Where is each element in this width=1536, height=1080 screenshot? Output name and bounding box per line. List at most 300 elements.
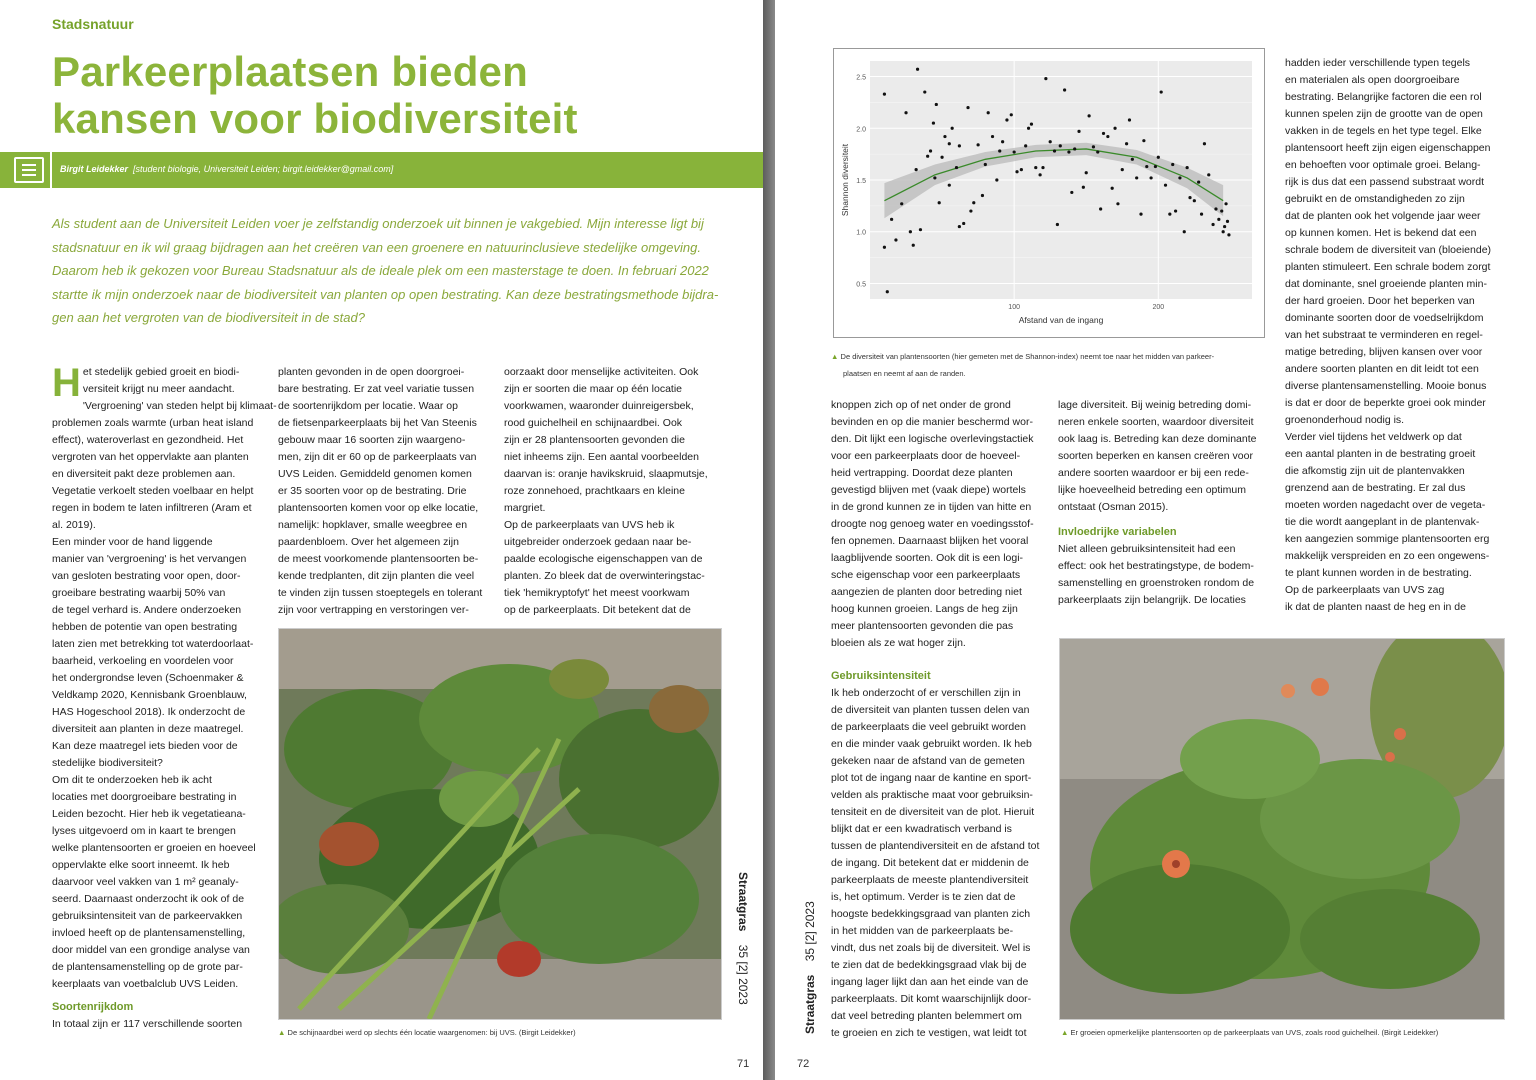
caption-text: plaatsen en neemt af aan de randen. [843, 369, 966, 378]
paragraph-line: dominante soorten door de voedselrijkdom [1285, 312, 1484, 324]
x-axis-label: Afstand van de ingang [1018, 315, 1104, 325]
paragraph-line: parkeerplaats zijn belangrijk. De locaties [1058, 594, 1246, 606]
data-point [1077, 130, 1080, 133]
data-point [883, 246, 886, 249]
paragraph-line: neren enkele soorten, waardoor diversiteit [1058, 416, 1254, 428]
paragraph-line: tie die wordt aangeplant in de plantenvak- [1285, 516, 1480, 528]
paragraph-line: Niet alleen gebruiksintensiteit had een [1058, 543, 1236, 555]
photo-strawberry-plants [278, 628, 722, 1020]
data-point [1139, 213, 1142, 216]
paragraph-line: tensiteit en de diversiteit van de plot. Hieruit [831, 806, 1035, 818]
paragraph-line: op kunnen komen. Het is bekend dat een [1285, 227, 1477, 239]
magazine-name: Straatgras [803, 974, 817, 1034]
data-point [1070, 191, 1073, 194]
data-point [1207, 173, 1210, 176]
paragraph-line: ik dat de planten naast de heg en in de [1285, 601, 1466, 613]
paragraph-line: effect), wateroverlast en gezondheid. Het [52, 434, 244, 446]
paragraph-line: kende tredplanten, dit zijn planten die veel [278, 570, 475, 582]
chart-svg [834, 49, 1264, 337]
paragraph-line: is, het optimum. Verder is te zien dat de [831, 891, 1016, 903]
issue-info: 35 [2] 2023 [803, 901, 817, 962]
paragraph-line: gekeken naar de afstand van de gemeten [831, 755, 1025, 767]
paragraph-line: in het midden van de parkeerplaats be- [831, 925, 1014, 937]
data-point [1160, 90, 1163, 93]
paragraph-line: zijn er soorten die maar op één locatie [504, 383, 683, 395]
data-point [1034, 166, 1037, 169]
data-point [886, 290, 889, 293]
paragraph-line: ken aangezien sommige plantensoorten erg [1285, 533, 1490, 545]
intro-line: gen aan het vergroten van de biodiversiteit in de stad? [52, 310, 365, 325]
paragraph-line: effect: ook het bestratingstype, de bodem- [1058, 560, 1254, 572]
paragraph-line: regen in bodem te laten infiltreren (Aram et [52, 502, 252, 514]
data-point [1183, 230, 1186, 233]
paragraph-line: bevinden en op die manier beschermd wor- [831, 416, 1033, 428]
paragraph-line: gebruiksintensiteit van de parkeervakken [52, 910, 243, 922]
data-point [909, 230, 912, 233]
paragraph-line: de plantensamenstelling op de grote par- [52, 961, 243, 973]
paragraph-line: rijk is dus dat een passend substraat wordt [1285, 176, 1485, 188]
paragraph-line: et stedelijk gebied groeit en biodi- [82, 366, 240, 378]
paragraph-line: vakken in de tegels en het type tegel. Elke [1285, 125, 1482, 137]
paragraph-line: paalde ecologische eigenschappen van de [504, 553, 703, 565]
caption-triangle-icon: ▲ [1061, 1028, 1069, 1037]
data-point [1164, 184, 1167, 187]
data-point [1149, 176, 1152, 179]
y-tick-label: 1.5 [856, 178, 866, 185]
data-point [915, 168, 918, 171]
page-number: 72 [797, 1058, 810, 1070]
data-point [1027, 127, 1030, 130]
paragraph-line: matige betreding, blijven kansen over voor [1285, 346, 1483, 358]
data-point [1111, 187, 1114, 190]
data-point [1224, 202, 1227, 205]
paragraph-line: plot tot de ingang naar de kantine en sport- [831, 772, 1032, 784]
data-point [951, 127, 954, 130]
paragraph-line: diversiteit aan planten in deze maatregel. [52, 723, 244, 735]
paragraph-line: den. Dit lijkt een logische overlevingstactiek [831, 433, 1034, 445]
data-point [1168, 213, 1171, 216]
paragraph-line: samenstelling en groenstroken rondom de [1058, 577, 1255, 589]
data-point [958, 225, 961, 228]
paragraph-line: Veldkamp 2020, Kennisbank Groenblauw, [52, 689, 247, 701]
paragraph-line: Leiden bezocht. Hier heb ik vegetatieana- [52, 808, 246, 820]
paragraph-line: margriet. [504, 502, 546, 514]
paragraph-line: van het substraat te verminderen en regel- [1285, 329, 1483, 341]
data-point [1063, 88, 1066, 91]
data-point [1131, 158, 1134, 161]
intro-line: Als student aan de Universiteit Leiden voer je zelfstandig onderzoek uit binnen je vakgebied. Mijn interesse ligt bij [52, 216, 704, 231]
paragraph-line: de tegel verhard is. Andere onderzoeken [52, 604, 242, 616]
paragraph-line: heid vertrapping. Doordat deze planten [831, 467, 1013, 479]
data-point [981, 194, 984, 197]
column-body [1058, 397, 1273, 516]
paragraph-line: schrale bodem de diversiteit van (bloeiende) [1285, 244, 1492, 256]
paragraph-line: Kan deze maatregel iets bieden voor de [52, 740, 238, 752]
paragraph-line: bestrating. Belangrijke factoren die een rol [1285, 91, 1482, 103]
drop-cap: H [52, 361, 81, 405]
paragraph-line: zijn voor vertrapping en verstoringen ver- [278, 604, 469, 616]
paragraph-line: makkelijk verspreiden en zo een ongewens- [1285, 550, 1490, 562]
data-point [1015, 170, 1018, 173]
y-tick-label: 1.0 [856, 229, 866, 237]
intro-line: Daarom heb ik gekozen voor Bureau Stadsnatuur als de ideale plek om een masterstage te doen. In februari 2022 [52, 263, 709, 278]
y-axis-label: Shannon diversiteit [840, 143, 850, 217]
subheading-gebruiksintensiteit: Gebruiksintensiteit [831, 670, 931, 682]
data-point [1053, 149, 1056, 152]
data-point [900, 202, 903, 205]
data-point [972, 201, 975, 204]
paragraph-line: parkeerplaats de meeste plantendiversiteit [831, 874, 1029, 886]
data-point [998, 149, 1001, 152]
subheading-invloedrijke-variabelen: Invloedrijke variabelen [1058, 526, 1177, 538]
data-point [1099, 207, 1102, 210]
data-point [1113, 127, 1116, 130]
data-point [883, 93, 886, 96]
paragraph-line: de ingang. Dit betekent dat er middenin de [831, 857, 1029, 869]
data-point [1171, 163, 1174, 166]
running-footer-right [803, 901, 817, 1034]
column-body [831, 397, 1046, 652]
column-body [1058, 541, 1273, 609]
paragraph-line: der hard groeien. Door het beperken van [1285, 295, 1475, 307]
data-point [1067, 150, 1070, 153]
title-line: kansen voor biodiversiteit [52, 95, 578, 142]
data-point [938, 201, 941, 204]
author-bar [0, 152, 763, 188]
paragraph-line: door middel van een grondige analyse van [52, 944, 250, 956]
data-point [916, 68, 919, 71]
paragraph-line: parkeerplaats. Dit komt waarschijnlijk door- [831, 993, 1032, 1005]
paragraph-line: gebouw maar 16 soorten zijn waargeno- [278, 434, 466, 446]
title-line: Parkeerplaatsen bieden [52, 48, 528, 95]
paragraph-line: locaties met doorgroeibare bestrating in [52, 791, 237, 803]
paragraph-line: 'Vergroening' van steden helpt bij klimaat- [82, 400, 277, 412]
paragraph-line: seerd. Daarnaast onderzocht ik ook of de [52, 893, 245, 905]
photo-caption-right [1061, 1027, 1438, 1038]
data-point [904, 111, 907, 114]
paragraph-line: plantensoort heeft zijn eigen eigenschappen [1285, 142, 1491, 154]
paragraph-line: daarvoor veel vakken van 1 m² geanaly- [52, 876, 239, 888]
paragraph-line: Ik heb onderzocht of er verschillen zijn in [831, 687, 1021, 699]
paragraph-line: niet inheems zijn. Een aantal voorbeelden [504, 451, 699, 463]
paragraph-line: rood guichelheil en schijnaardbei. Ook [504, 417, 683, 429]
author-affiliation: [student biologie, Universiteit Leiden; birgit.leidekker@gmail.com] [133, 164, 394, 174]
paragraph-line: Vegetatie verkoelt steden voelbaar en helpt [52, 485, 254, 497]
data-point [1085, 171, 1088, 174]
paragraph-line: de meest voorkomende plantensoorten be- [278, 553, 479, 565]
paragraph-line: en materialen als open doorgroeibare [1285, 74, 1460, 86]
data-point [1092, 145, 1095, 148]
paragraph-line: oppervlakte elke soort inneemt. Ik heb [52, 859, 230, 871]
subheading-soortenrijkdom: Soortenrijkdom [52, 1001, 134, 1013]
text-column-1 [52, 361, 277, 1033]
shannon-chart [833, 48, 1265, 338]
data-point [984, 163, 987, 166]
plant-photo-illustration [279, 629, 721, 1019]
data-point [966, 106, 969, 109]
paragraph-line: knoppen zich op of net onder de grond [831, 399, 1011, 411]
paragraph-line: daarvan is: oranje havikskruid, slaapmutsje, [504, 468, 708, 480]
data-point [948, 184, 951, 187]
data-point [1044, 77, 1047, 80]
x-tick-label: 100 [1008, 304, 1020, 311]
intro-line: startte ik mijn onderzoek naar de biodiversiteit van planten op open bestrating. Kan deze bestratingsmethode bijdra- [52, 286, 719, 302]
paragraph-line: meer plantensoorten gevonden die pas [831, 620, 1014, 632]
paragraph-line: lyses uitgevoerd om in kaart te brengen [52, 825, 236, 837]
paragraph-line: planten. Zo bleek dat de overwinteringstac- [504, 570, 705, 582]
caption-text: De schijnaardbei werd op slechts één locatie waargenomen: bij UVS. (Birgit Leidekker) [287, 1028, 576, 1037]
paragraph-line: roze zonnehoed, prachtkaars en kleine [504, 485, 685, 497]
paragraph-line: laten zien met betrekking tot waterdoorlaat- [52, 638, 254, 650]
paragraph-line: al. 2019). [52, 519, 96, 531]
paragraph-line: in de grond kunnen ze in tijden van hitte en [831, 501, 1032, 513]
paragraph-line: hoogste bedekkingsgraad van planten zich [831, 908, 1031, 920]
data-point [1088, 114, 1091, 117]
caption-text: Er groeien opmerkelijke plantensoorten op de parkeerplaats van UVS, zoals rood guichelheil. (Birgit Leidekker) [1070, 1028, 1439, 1037]
data-point [1073, 147, 1076, 150]
section-label: Stadsnatuur [52, 16, 134, 32]
paragraph-line: te vinden zijn tussen stoeptegels en tolerant [278, 587, 483, 599]
data-point [1186, 166, 1189, 169]
paragraph-line: dat dominante, snel groeiende planten min- [1285, 278, 1487, 290]
data-point [1220, 209, 1223, 212]
paragraph-line: invloed heeft op de plantensamenstelling, [52, 927, 246, 939]
paragraph-line: zijn er 28 plantensoorten gevonden die [504, 434, 685, 446]
data-point [1145, 165, 1148, 168]
paragraph-line: problemen zoals warmte (urban heat island [52, 417, 254, 429]
paragraph-line: ingang lager lijkt dan aan het einde van de [831, 976, 1029, 988]
paragraph-line: en behoeften voor optimale groei. Belang- [1285, 159, 1481, 171]
y-tick-label: 2.5 [856, 74, 866, 82]
paragraph-line: hebben de potentie van open bestrating [52, 621, 238, 633]
data-point [923, 90, 926, 93]
data-point [958, 144, 961, 147]
paragraph-line: moeten worden nagedacht over de vegeta- [1285, 499, 1486, 511]
issue-info: 35 [2] 2023 [736, 944, 750, 1005]
y-tick-label: 0.5 [856, 281, 866, 289]
paragraph-line: te plant kunnen worden in de bestrating. [1285, 567, 1472, 579]
paragraph-line: ontstaat (Osman 2015). [1058, 501, 1169, 513]
data-point [1226, 220, 1229, 223]
paragraph-line: sche eigenschap voor een parkeerplaats [831, 569, 1021, 581]
paragraph-line: te groeien en zich te vestigen, wat leidt tot [831, 1027, 1027, 1039]
paragraph-line: aangezien de planten door betreding niet [831, 586, 1022, 598]
paragraph-line: versiteit krijgt nu meer aandacht. [82, 383, 235, 395]
paragraph-line: Om dit te onderzoeken heb ik acht [52, 774, 212, 786]
paragraph-line: diverse plantensamenstelling. Mooie bonus [1285, 380, 1487, 392]
data-point [1227, 233, 1230, 236]
paragraph-line: droogte nog genoeg water en voedingsstof- [831, 518, 1034, 530]
data-point [977, 143, 980, 146]
paragraph-line: en diversiteit pakt deze problemen aan. [52, 468, 236, 480]
paragraph-line: HAS Hogeschool 2018). Ik onderzocht de [52, 706, 246, 718]
paragraph-line: en die minder vaak gebruikt worden. Ik heb [831, 738, 1032, 750]
paragraph-line: tiek 'hemikryptofyt' het meest voorkwam [504, 587, 690, 599]
data-point [943, 135, 946, 138]
paragraph-line: Verder viel tijdens het veldwerk op dat [1285, 431, 1462, 443]
data-point [1096, 150, 1099, 153]
paragraph-line: Op de parkeerplaats van UVS heb ik [504, 519, 675, 531]
photo-caption-left [278, 1027, 576, 1038]
data-point [1024, 144, 1027, 147]
photo-scarlet-pimpernel [1059, 638, 1505, 1020]
paragraph-line: welke plantensoorten er groeien en hoeveel [52, 842, 256, 854]
data-point [1010, 113, 1013, 116]
paragraph-line: hoog kunnen groeien. Langs de heg zijn [831, 603, 1018, 615]
data-point [1222, 230, 1225, 233]
data-point [1116, 202, 1119, 205]
data-point [1157, 156, 1160, 159]
paragraph-line: oorzaakt door menselijke activiteiten. Ook [504, 366, 699, 378]
paragraph-line: vindt, dus net zoals bij de diversiteit. Wel is [831, 942, 1031, 954]
paragraph-line: die afkomstig zijn uit de plantenvakken [1285, 465, 1465, 477]
paragraph-line: laagblijvende soorten. Ook dit is een logi- [831, 552, 1024, 564]
column-body [52, 398, 277, 993]
paragraph-line: de parkeerplaats die veel gebruikt worden [831, 721, 1026, 733]
data-point [995, 178, 998, 181]
data-point [962, 222, 965, 225]
paragraph-line: groenonderhoud nodig is. [1285, 414, 1405, 426]
paragraph-line: andere soorten planten en dit leidt tot een [1285, 363, 1479, 375]
paragraph-line: hadden ieder verschillende typen tegels [1285, 57, 1471, 69]
text-column-6 [1285, 55, 1515, 616]
chart-caption [831, 348, 1214, 382]
data-point [969, 209, 972, 212]
caption-triangle-icon: ▲ [831, 352, 839, 361]
data-point [1188, 196, 1191, 199]
data-point [1200, 213, 1203, 216]
paragraph-line: Op de parkeerplaats van UVS zag [1285, 584, 1445, 596]
paragraph-line: andere soorten waardoor er bij een rede- [1058, 467, 1249, 479]
data-point [955, 166, 958, 169]
data-point [1049, 140, 1052, 143]
document-icon [14, 157, 44, 183]
data-point [940, 156, 943, 159]
data-point [1013, 150, 1016, 153]
paragraph-line: groeibare bestrating waarbij 50% van [52, 587, 226, 599]
paragraph-line: het ondergrondse leven (Schoenmaker & [52, 672, 244, 684]
paragraph-line: plantensoorten komen voor op elke locatie, [278, 502, 479, 514]
paragraph-line: gevestigd blijven met (vaak diepe) wortels [831, 484, 1026, 496]
paragraph-line: er 35 soorten voor op de bestrating. Drie [278, 485, 467, 497]
x-tick-label: 200 [1152, 304, 1165, 311]
data-point [933, 176, 936, 179]
text-column-4 [831, 397, 1046, 1042]
data-point [919, 228, 922, 231]
author-divider [50, 152, 52, 188]
data-point [1041, 166, 1044, 169]
paragraph-line: bloeien als ze wat hoger zijn. [831, 637, 966, 649]
paragraph-line: de diversiteit van planten tussen delen van [831, 704, 1030, 716]
data-point [890, 218, 893, 221]
paragraph-line: Een minder voor de hand liggende [52, 536, 213, 548]
data-point [1128, 118, 1131, 121]
caption-triangle-icon: ▲ [278, 1028, 286, 1037]
data-point [1005, 118, 1008, 121]
article-title [52, 48, 732, 142]
paragraph-line: In totaal zijn er 117 verschillende soorten [52, 1018, 243, 1030]
plant-photo-illustration [1060, 639, 1504, 1019]
data-point [1135, 176, 1138, 179]
data-point [1203, 142, 1206, 145]
paragraph-line: planten gevonden in de open doorgroei- [278, 366, 465, 378]
paragraph-line: bare bestrating. Er zat veel variatie tussen [278, 383, 475, 395]
text-column-5 [1058, 397, 1273, 609]
data-point [991, 135, 994, 138]
paragraph-line: dat veel betreding planten belemmert om [831, 1010, 1022, 1022]
data-point [1038, 173, 1041, 176]
data-point [929, 149, 932, 152]
data-point [1197, 180, 1200, 183]
data-point [1030, 123, 1033, 126]
paragraph-line: op de parkeerplaats. Dit betekent dat de [504, 604, 691, 616]
paragraph-line: vergroten van het oppervlakte aan planten [52, 451, 249, 463]
data-point [1142, 139, 1145, 142]
data-point [1211, 223, 1214, 226]
running-footer-left [736, 872, 750, 1005]
paragraph-line: baarheid, verkoeling en voordelen voor [52, 655, 234, 667]
paragraph-line: tussen de plantendiversiteit en de afstand tot [831, 840, 1040, 852]
data-point [1001, 140, 1004, 143]
data-point [1106, 135, 1109, 138]
intro-line: stadsnatuur en ik wil graag bijdragen aan het creëren van een groenere en natuurinclusieve stedelijke omgeving. [52, 239, 701, 255]
paragraph-line: namelijk: hopklaver, smalle weegbree en [278, 519, 468, 531]
data-point [932, 121, 935, 124]
paragraph-line: is dat er door de beperkte groei ook minder [1285, 397, 1486, 409]
data-point [1217, 218, 1220, 221]
text-column-2 [278, 364, 493, 619]
article-intro [52, 212, 732, 330]
data-point [1121, 168, 1124, 171]
text-column-3 [504, 364, 719, 619]
paragraph-line: een aantal planten in de bestrating groeit [1285, 448, 1476, 460]
author-byline [60, 164, 393, 174]
paragraph-line: te zien dat de bedekkingsgraad vlak bij de [831, 959, 1027, 971]
data-point [948, 142, 951, 145]
paragraph-line: lage diversiteit. Bij weinig betreding domi- [1058, 399, 1252, 411]
paragraph-line: de fietsenparkeerplaats bij het Van Steenis [278, 417, 477, 429]
paragraph-line: UVS Leiden. Gemiddeld genomen komen [278, 468, 472, 480]
page-number: 71 [737, 1058, 750, 1070]
right-page [775, 0, 1536, 1080]
paragraph-line: ook laag is. Betreding kan deze dominante [1058, 433, 1257, 445]
author-name: Birgit Leidekker [60, 164, 129, 174]
data-point [1082, 186, 1085, 189]
paragraph-line: lijke hoeveelheid betreding een optimum [1058, 484, 1246, 496]
data-point [912, 244, 915, 247]
data-point [1154, 165, 1157, 168]
paragraph-line: manier van 'vergroening' is het vervangen [52, 553, 247, 565]
data-point [1059, 144, 1062, 147]
paragraph-line: voorkwamen, waaronder duinreigersbek, [504, 400, 694, 412]
paragraph-line: uitgebreider onderzoek gedaan naar be- [504, 536, 692, 548]
magazine-name: Straatgras [736, 872, 750, 932]
data-point [1193, 199, 1196, 202]
y-tick-label: 2.0 [856, 126, 866, 134]
paragraph-line: blijkt dat er een kwadratisch verband is [831, 823, 1012, 835]
paragraph-line: de soortenrijkdom per locatie. Waar op [278, 400, 458, 412]
caption-text: De diversiteit van plantensoorten (hier gemeten met de Shannon-index) neemt toe naar het midden van parkeer- [840, 352, 1215, 361]
paragraph-line: keerplaats van voetbalclub UVS Leiden. [52, 978, 239, 990]
page-gutter [763, 0, 775, 1080]
paragraph-line: fen opnemen. Daarnaast blijken het vooral [831, 535, 1029, 547]
paragraph-line: grenzend aan de bestrating. Er zal dus [1285, 482, 1466, 494]
column-body [831, 685, 1046, 1042]
data-point [894, 238, 897, 241]
data-point [1125, 142, 1128, 145]
paragraph-line: van gesloten bestrating voor open, door- [52, 570, 241, 582]
paragraph-line: planten stimuleert. Een schrale bodem zorgt [1285, 261, 1491, 273]
